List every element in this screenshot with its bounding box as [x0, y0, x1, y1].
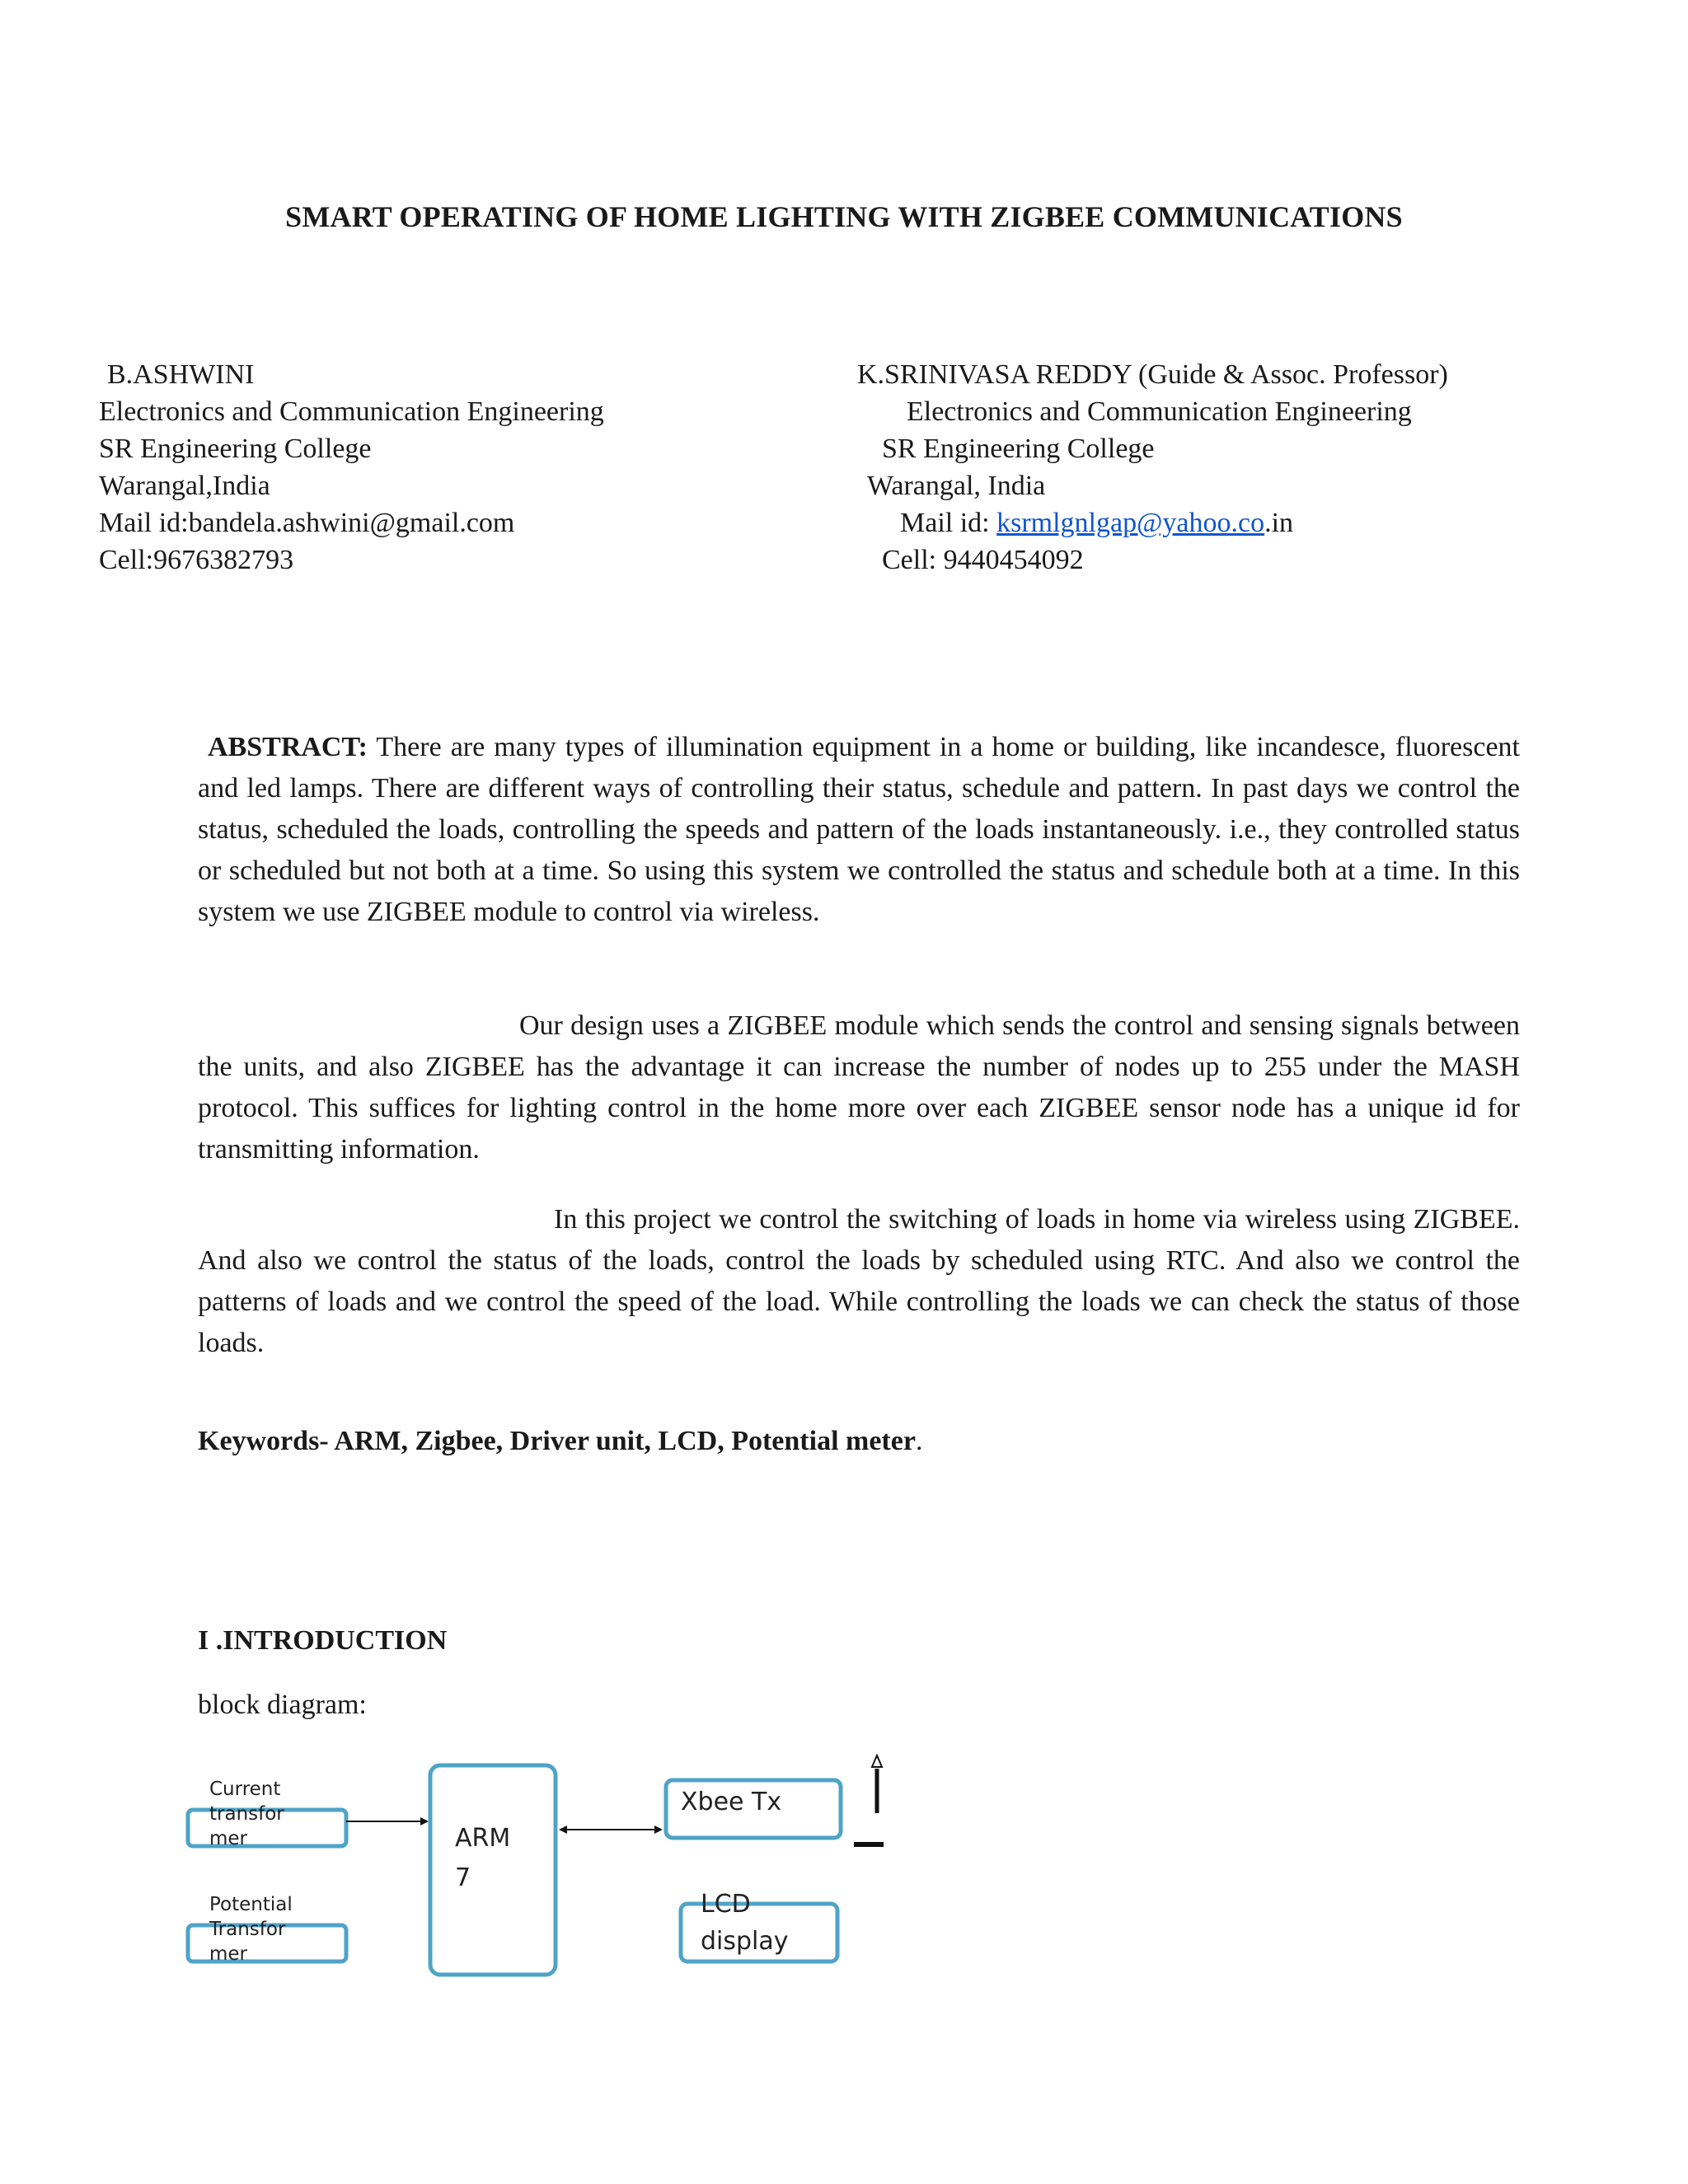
block-diagram	[165, 1747, 907, 1994]
current-transformer-label-2: transfor	[209, 1803, 284, 1825]
arm7-label-2: 7	[455, 1863, 471, 1892]
abstract-paragraph-3	[198, 1199, 1520, 1364]
potential-transformer-label-1: Potential	[209, 1894, 293, 1915]
author-dept: Electronics and Communication Engineering	[99, 396, 604, 427]
author-cell: Cell:9676382793	[99, 545, 294, 575]
author-block-left	[99, 356, 604, 579]
paragraph-text: In this project we control the switching of loads in home via wireless using ZIGBEE. And also we control the status of the loads, control the loads by scheduled using RTC. And also we control the patterns of loads and we control the speed of the load. While controlling the loads we can check the status of those loads.	[198, 1204, 1520, 1358]
paper-title: SMART OPERATING OF HOME LIGHTING WITH ZIGBEE COMMUNICATIONS	[285, 200, 1403, 233]
potential-transformer-label-3: mer	[209, 1943, 248, 1965]
arm7-box	[430, 1765, 556, 1975]
author-mail: Mail id:bandela.ashwini@gmail.com	[99, 508, 515, 538]
lcd-label-2: display	[701, 1927, 789, 1956]
keywords	[198, 1426, 922, 1457]
author-location: Warangal, India	[867, 471, 1046, 501]
arrow-head	[654, 1825, 663, 1834]
author-mail	[857, 504, 1448, 541]
author-cell: Cell: 9440454092	[882, 545, 1084, 575]
paragraph-text: Our design uses a ZIGBEE module which sends the control and sensing signals between the units, and also ZIGBEE has the advantage it can increase the number of nodes up to 255 under the MASH protocol. This suffices for lighting control in the home more over each ZIGBEE sensor node has a unique id for transmitting information.	[198, 1010, 1520, 1165]
mail-suffix: .in	[1264, 508, 1294, 538]
section-heading-introduction: I .INTRODUCTION	[198, 1625, 448, 1656]
author-block-right	[857, 356, 1448, 579]
mail-link[interactable]: ksrmlgnlgap@yahoo.co	[996, 508, 1265, 538]
keywords-end: .	[915, 1426, 923, 1456]
keywords-text: Keywords- ARM, Zigbee, Driver unit, LCD, Potential meter	[198, 1426, 916, 1456]
diagram-caption: block diagram:	[198, 1690, 367, 1720]
abstract-paragraph-2	[198, 1005, 1520, 1170]
arrow-head	[559, 1825, 567, 1834]
current-transformer-label-1: Current	[209, 1779, 281, 1800]
author-location: Warangal,India	[99, 471, 270, 501]
abstract-label: ABSTRACT:	[208, 732, 368, 762]
author-name: B.ASHWINI	[107, 359, 255, 390]
xbee-tx-label: Xbee Tx	[681, 1788, 782, 1816]
abstract-text: There are many types of illumination equipment in a home or building, like incandesce, fluorescent and led lamps. There are different ways of controlling their status, schedule and pattern. In past days we control the status, scheduled the loads, controlling the speeds and pattern of the loads instantaneously. i.e., they controlled status or scheduled but not both at a time. So using this system we controlled the status and schedule both at a time. In this system we use ZIGBEE module to control via wireless.	[198, 732, 1521, 927]
antenna-tip-icon	[872, 1755, 882, 1767]
author-name: K.SRINIVASA REDDY (Guide & Assoc. Professor)	[857, 359, 1448, 390]
arm7-label-1: ARM	[455, 1824, 511, 1853]
arrow-head	[420, 1817, 429, 1825]
abstract-paragraph	[198, 727, 1520, 933]
lcd-label-1: LCD	[701, 1890, 751, 1919]
current-transformer-label-3: mer	[209, 1828, 248, 1849]
author-dept: Electronics and Communication Engineering	[907, 396, 1412, 427]
mail-prefix: Mail id:	[900, 508, 997, 538]
potential-transformer-label-2: Transfor	[209, 1919, 286, 1940]
author-college: SR Engineering College	[882, 434, 1155, 464]
author-college: SR Engineering College	[99, 434, 372, 464]
